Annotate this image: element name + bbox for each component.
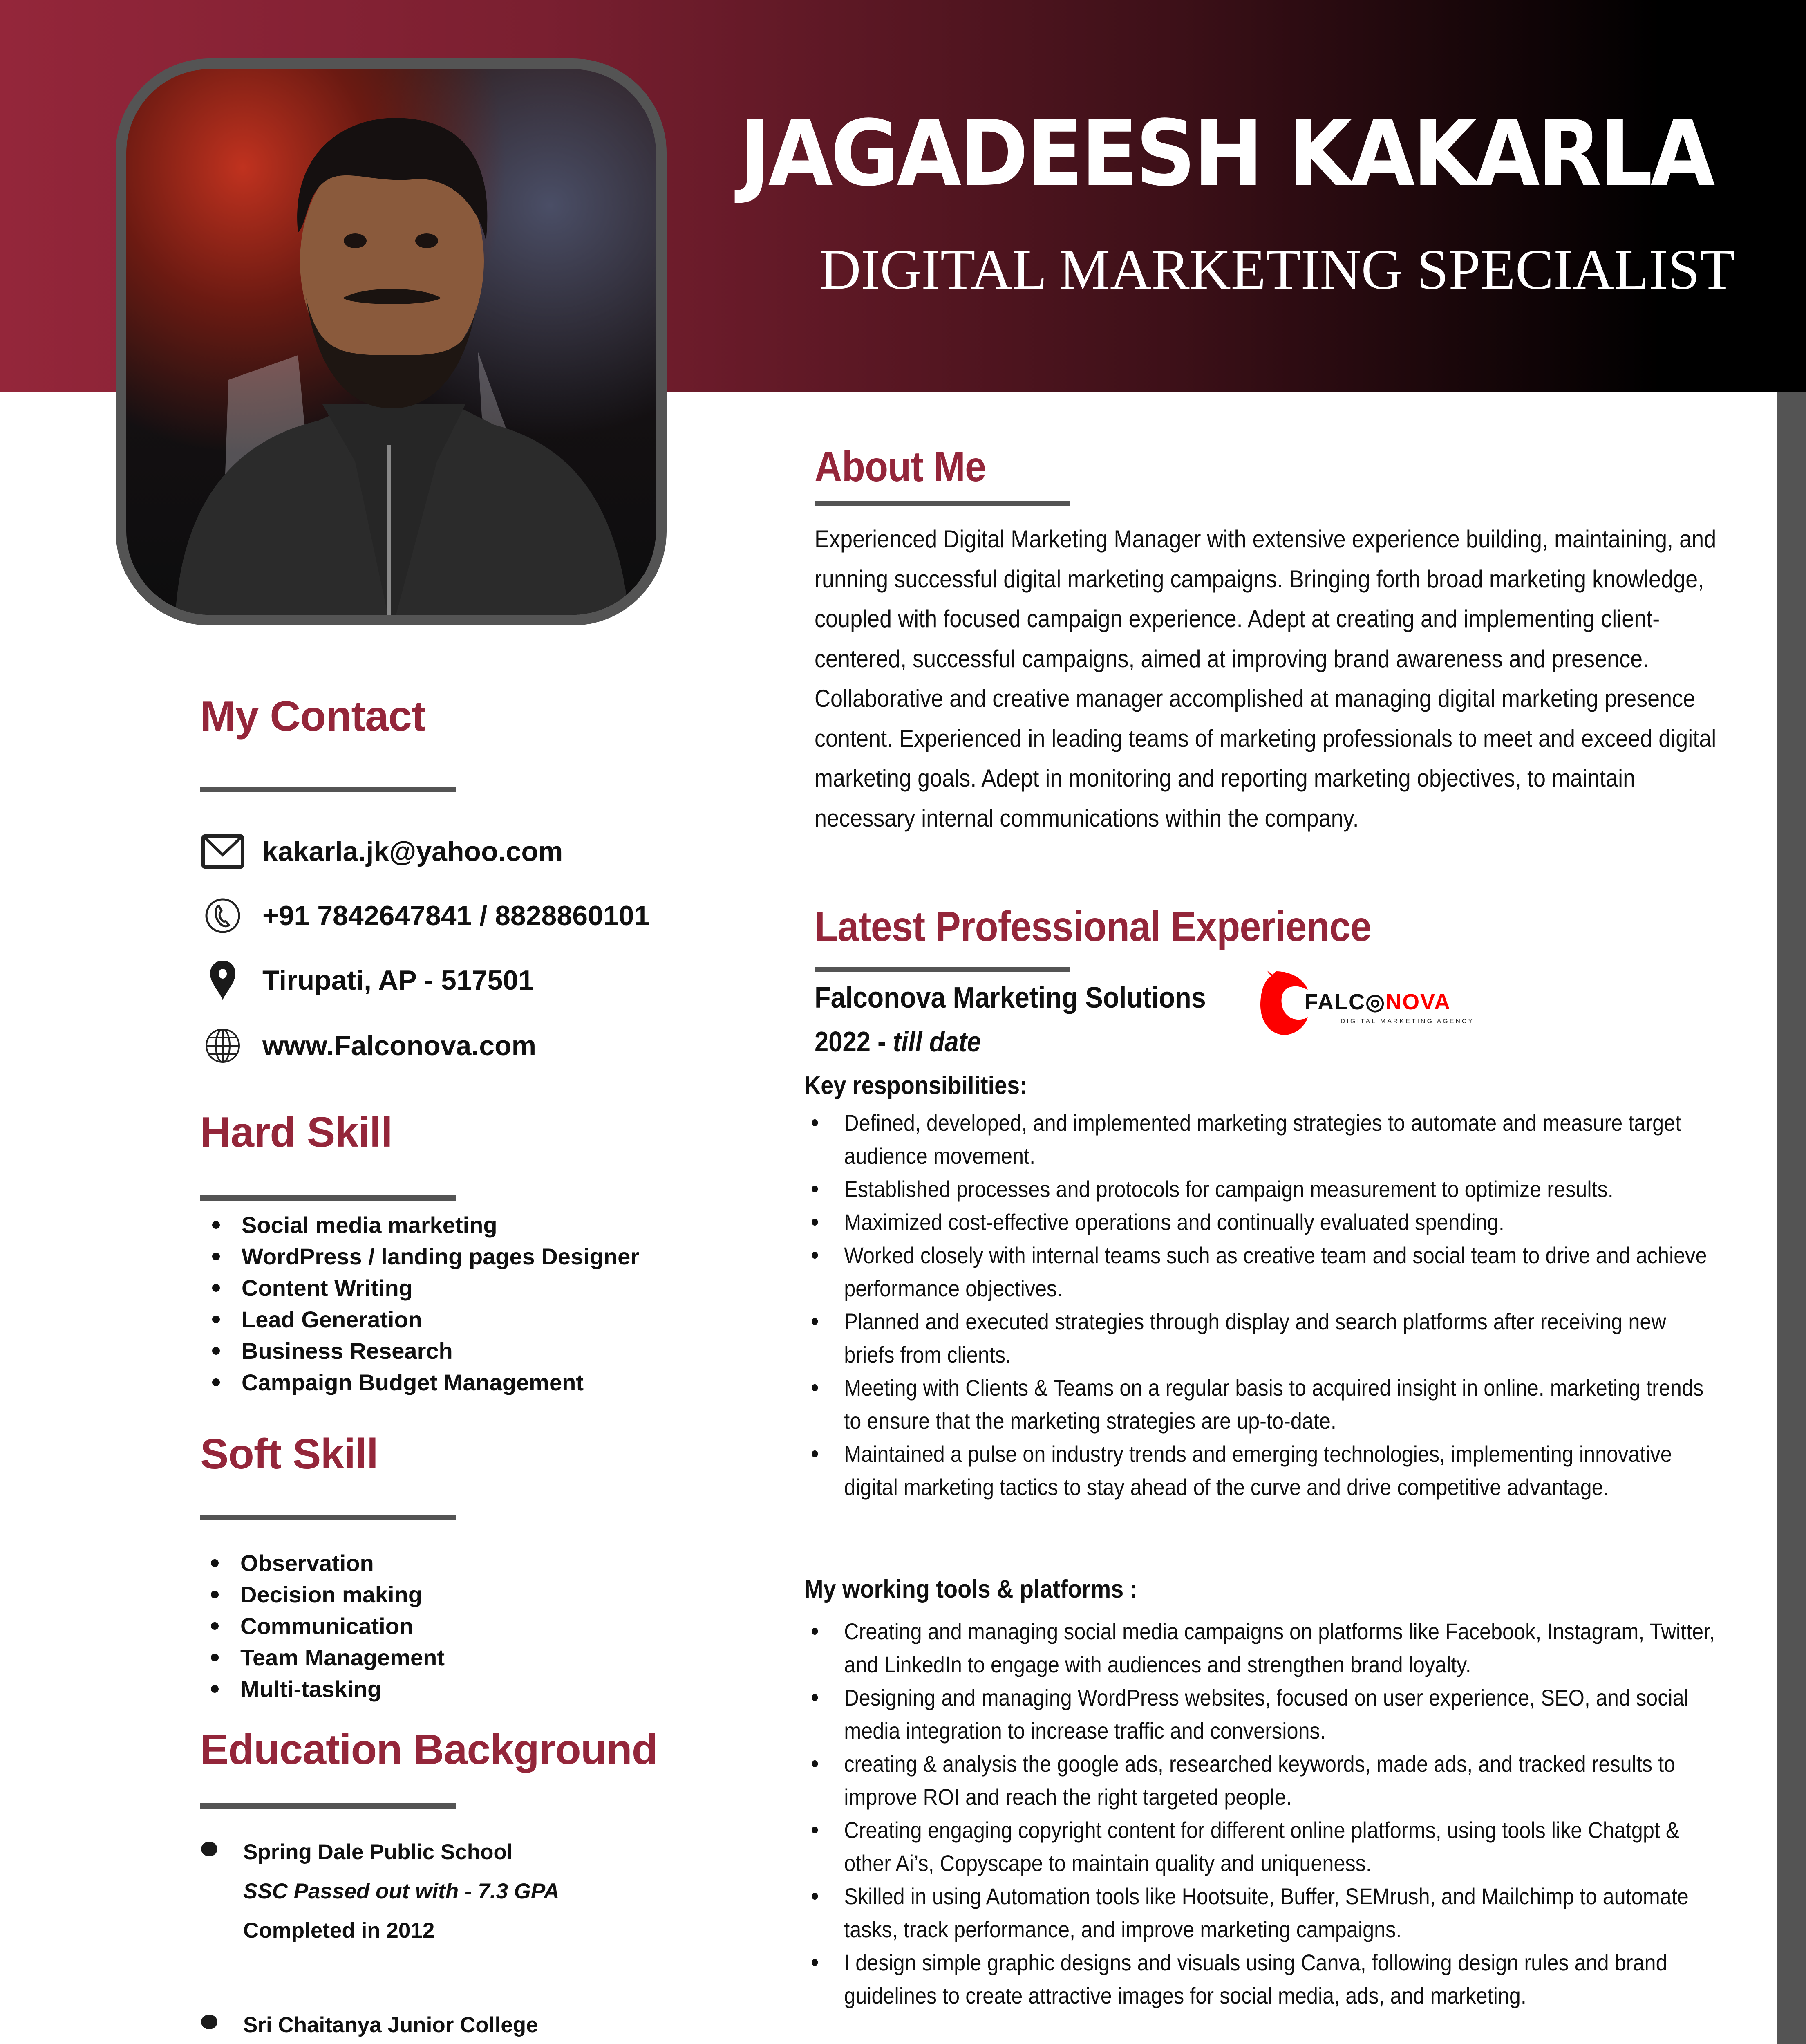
- education-item: [200, 2006, 719, 2044]
- email-text: kakarla.jk@yahoo.com: [262, 836, 563, 867]
- hard-skill-rule: [200, 1195, 456, 1201]
- soft-skill-item: Team Management: [240, 1642, 445, 1673]
- right-accent-bar: [1777, 392, 1806, 2044]
- responsibility-item: Meeting with Clients & Teams on a regular basis to acquired insight in online. marketing trends to ensure that the marketing strategies are up-to-date.: [804, 1371, 1716, 1437]
- education-heading: Education Background: [200, 1726, 658, 1773]
- candidate-name: JAGADEESH KAKARLA: [739, 101, 1713, 206]
- contact-email[interactable]: [200, 829, 563, 874]
- experience-date: [815, 1025, 981, 1058]
- contact-heading: My Contact: [200, 693, 425, 740]
- logo-text-b: NOVA: [1385, 990, 1451, 1014]
- about-text: Experienced Digital Marketing Manager with extensive experience building, maintaining, and running successful digital marketing campaigns. Bringing forth broad marketing knowledge, coupled with focused campaign experience. Adept at creating and implementing client-centered, successful campaigns, aimed at improving brand awareness and presence. Collaborative and creative manager accomplished at managing digital marketing presence content. Experienced in leading teams of marketing professionals to meet and exceed digital marketing goals. Adept in monitoring and reporting marketing objectives, to maintain necessary internal communications within the company.: [815, 525, 1716, 832]
- contact-location: [200, 958, 534, 1003]
- hard-skill-item: Lead Generation: [242, 1304, 639, 1335]
- responsibility-item: Maintained a pulse on industry trends and emerging technologies, implementing innovative digital marketing tactics to stay ahead of the curve and drive competitive advantage.: [804, 1437, 1716, 1504]
- falconova-logo: FALC◎NOVA DIGITAL MARKETING AGENCY: [1259, 966, 1447, 1037]
- tool-item: Designing and managing WordPress websites, focused on user experience, SEO, and social media integration to increase traffic and conversions.: [804, 1681, 1716, 1747]
- phone-icon: [200, 893, 245, 938]
- education-rule: [200, 1803, 456, 1809]
- education-item: [200, 1833, 711, 1950]
- responsibility-item: Established processes and protocols for campaign measurement to optimize results.: [804, 1172, 1716, 1206]
- tool-item: Creating and managing social media campaigns on platforms like Facebook, Instagram, Twitter, and LinkedIn to engage with audiences and strengthen brand loyalty.: [804, 1615, 1716, 1681]
- soft-skill-list: [201, 1547, 445, 1705]
- soft-skill-item: Decision making: [240, 1579, 445, 1610]
- job-title: DIGITAL MARKETING SPECIALIST: [819, 238, 1735, 301]
- contact-website[interactable]: [200, 1023, 536, 1068]
- hard-skill-list: [203, 1209, 639, 1398]
- experience-heading: Latest Professional Experience: [815, 903, 1371, 950]
- tool-item: Creating engaging copyright content for different online platforms, using tools like Chatgpt & other Ai’s, Copyscape to maintain quality and uniqueness.: [804, 1813, 1716, 1880]
- school-name: Sri Chaitanya Junior College: [243, 2013, 538, 2037]
- soft-skill-item: Communication: [240, 1610, 445, 1642]
- contact-rule: [200, 787, 456, 792]
- about-heading: About Me: [815, 443, 986, 491]
- envelope-icon: [200, 829, 245, 874]
- experience-company: Falconova Marketing Solutions: [815, 982, 1206, 1014]
- hard-skill-item: WordPress / landing pages Designer: [242, 1241, 639, 1272]
- location-pin-icon: [200, 958, 245, 1003]
- bullet-dot: [201, 2015, 217, 2029]
- hard-skill-heading: Hard Skill: [200, 1109, 392, 1156]
- profile-photo: [126, 69, 656, 615]
- website-text: www.Falconova.com: [262, 1030, 537, 1061]
- soft-skill-item: Observation: [240, 1547, 445, 1579]
- date-start: 2022 -: [815, 1026, 893, 1058]
- contact-phone[interactable]: [200, 893, 649, 938]
- responsibility-item: Worked closely with internal teams such as creative team and social team to drive and achieve performance objectives.: [804, 1239, 1716, 1305]
- responsibility-item: Defined, developed, and implemented marketing strategies to automate and measure target audience movement.: [804, 1106, 1716, 1172]
- logo-text-a: FALC: [1305, 990, 1365, 1014]
- about-rule: [815, 501, 1070, 506]
- tool-item: I design simple graphic designs and visuals using Canva, following design rules and brand guidelines to create attractive images for social media, ads, and marketing.: [804, 1946, 1716, 2012]
- responsibility-item: Planned and executed strategies through display and search platforms after receiving new briefs from clients.: [804, 1305, 1716, 1371]
- phone-text: +91 7842647841 / 8828860101: [262, 900, 650, 931]
- completed-year: Completed in 2012: [243, 1918, 435, 1943]
- tools-list: [804, 1615, 1716, 2012]
- hard-skill-item: Social media marketing: [242, 1209, 639, 1241]
- person-portrait-icon: [126, 69, 656, 615]
- hard-skill-item: Content Writing: [242, 1272, 639, 1304]
- tool-item: Skilled in using Automation tools like Hootsuite, Buffer, SEMrush, and Mailchimp to automate tasks, track performance, and improve marketing campaigns.: [804, 1880, 1716, 1946]
- location-text: Tirupati, AP - 517501: [262, 965, 534, 996]
- soft-skill-heading: Soft Skill: [200, 1430, 378, 1478]
- hard-skill-item: Business Research: [242, 1335, 639, 1367]
- school-detail: SSC Passed out with - 7.3 GPA: [243, 1879, 559, 1903]
- experience-rule: [815, 967, 1070, 972]
- date-end: till date: [893, 1026, 981, 1058]
- responsibilities-list: [804, 1106, 1716, 1504]
- bullet-dot: [201, 1842, 217, 1856]
- tools-heading: My working tools & platforms :: [804, 1575, 1138, 1603]
- school-name: Spring Dale Public School: [243, 1840, 513, 1864]
- hard-skill-item: Campaign Budget Management: [242, 1367, 639, 1398]
- tool-item: creating & analysis the google ads, researched keywords, made ads, and tracked results to improve ROI and reach the right targeted people.: [804, 1747, 1716, 1813]
- profile-photo-frame: [116, 58, 667, 625]
- soft-skill-item: Multi-tasking: [240, 1673, 445, 1705]
- logo-tagline: DIGITAL MARKETING AGENCY: [1341, 1018, 1475, 1025]
- responsibility-item: Maximized cost-effective operations and continually evaluated spending.: [804, 1206, 1716, 1239]
- soft-skill-rule: [200, 1515, 456, 1520]
- responsibilities-heading: Key responsibilities:: [804, 1071, 1027, 1100]
- globe-icon: [200, 1023, 245, 1068]
